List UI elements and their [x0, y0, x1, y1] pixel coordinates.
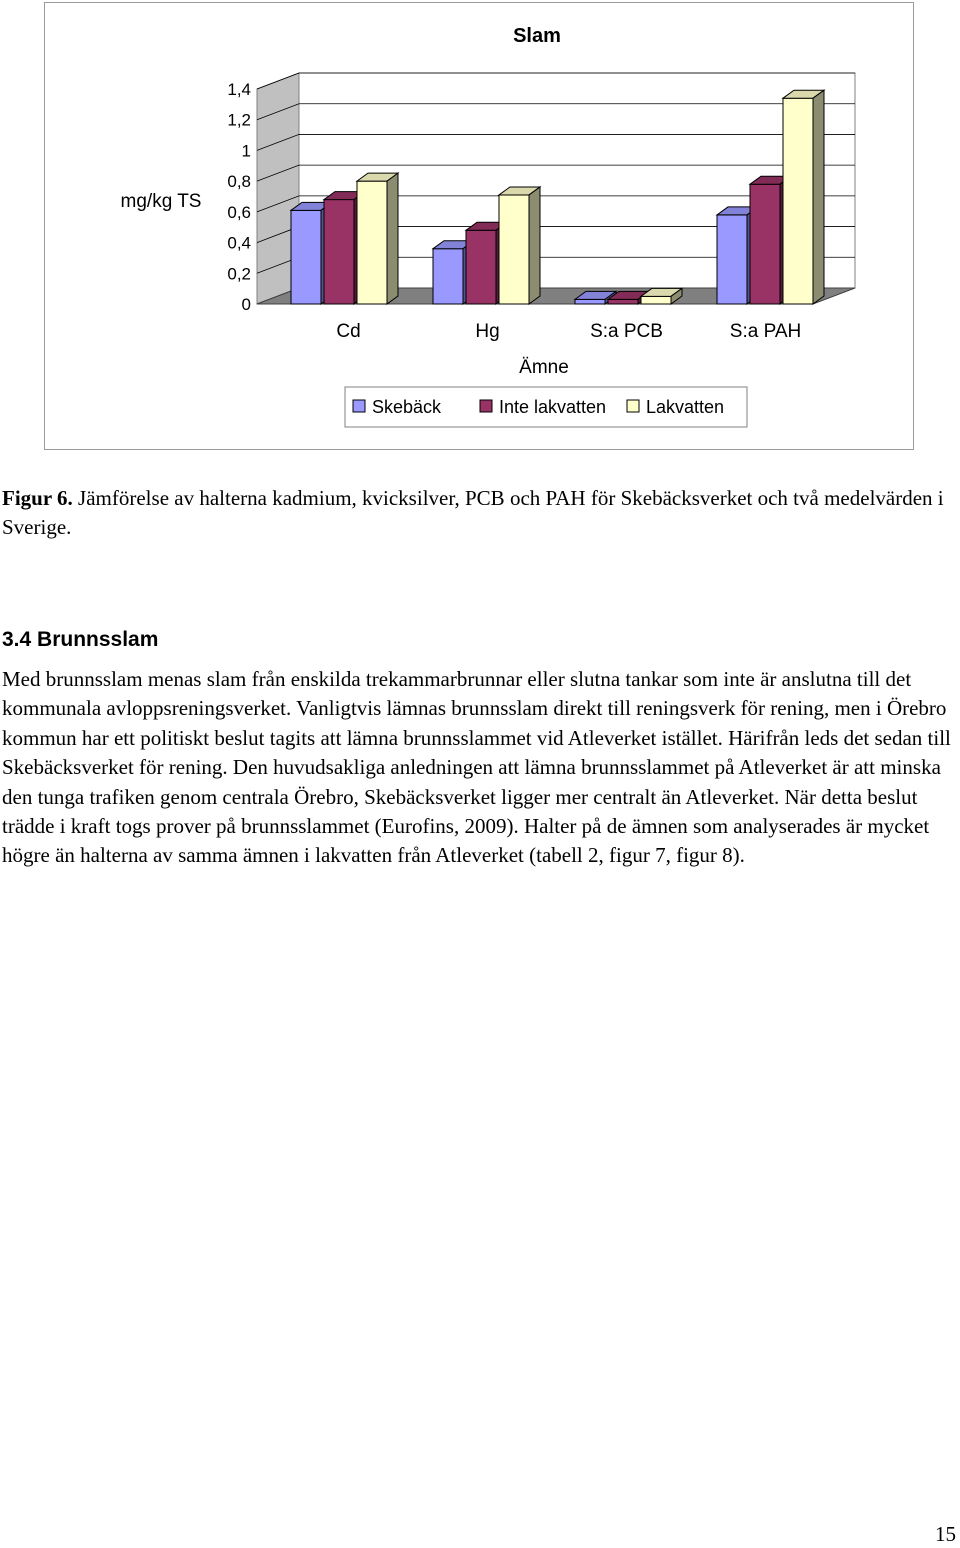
section-paragraph: Med brunnsslam menas slam från enskilda trekammarbrunnar eller slutna tankar som inte är anslutna till det kommunala avloppsreningsverket. Vanligtvis lämnas brunnsslam direkt till reningsverk för rening, men i Örebro kommun har ett politiskt beslut tagits att lämna brunnsslammet vid Atleverket istället. Härifrån leds det sedan till Skebäcksverket för rening. Den huvudsakliga anledningen att lämna brunnsslammet på Atleverket är att minska den tunga trafiken genom centrala Örebro, Skebäcksverket ligger mer centralt än Atleverket. När detta beslut trädde i kraft togs prover på brunnsslammet (Eurofins, 2009). Halter på de ämnen som analyserades är mycket högre än halterna av samma ämnen i lakvatten från Atleverket (tabell 2, figur 7, figur 8). — [2, 667, 951, 868]
caption-text: Jämförelse av halterna kadmium, kvicksilver, PCB och PAH för Skebäcksverket och två medelvärden i Sverige. — [2, 486, 944, 539]
legend — [345, 387, 747, 427]
page-number: 15 — [935, 1522, 956, 1546]
bar-front — [750, 184, 780, 304]
x-tick-label: Cd — [336, 321, 361, 342]
y-axis-label: mg/kg TS — [120, 191, 202, 212]
x-tick-label: S:a PAH — [729, 321, 802, 342]
figure-caption — [2, 484, 958, 542]
x-tick-label: Hg — [475, 321, 500, 342]
bar-front — [499, 195, 529, 304]
bar-side — [529, 187, 540, 304]
x-tick-label: S:a PCB — [590, 321, 663, 342]
bar-side — [813, 90, 824, 304]
bar-front — [433, 249, 463, 304]
bar-front — [291, 210, 321, 304]
legend-label: Inte lakvatten — [499, 397, 607, 417]
legend-swatch — [627, 400, 639, 412]
legend-label: Lakvatten — [646, 397, 725, 417]
legend-label: Skebäck — [372, 397, 442, 417]
y-tick-label: 1,2 — [227, 110, 251, 130]
y-tick-label: 1,4 — [227, 80, 251, 99]
bar-front — [466, 230, 496, 304]
y-tick-label: 0,2 — [227, 264, 251, 284]
bar-front — [324, 200, 354, 304]
chart-frame — [44, 2, 914, 450]
bar-front — [575, 299, 605, 304]
y-tick-label: 0 — [241, 295, 251, 314]
y-tick-label: 0,8 — [227, 172, 251, 192]
legend-swatch — [353, 400, 365, 412]
y-tick-label: 0,4 — [227, 233, 251, 253]
bar-side — [387, 173, 398, 304]
section-heading: 3.4 Brunnsslam — [2, 628, 159, 651]
caption-label: Figur 6. — [2, 486, 73, 510]
bar-front — [608, 299, 638, 304]
bar-front — [641, 296, 671, 304]
bar-front — [717, 215, 747, 304]
bar-front — [783, 98, 813, 304]
y-tick-label: 1 — [241, 141, 251, 161]
bar-chart — [45, 3, 915, 451]
chart-title: Slam — [513, 25, 561, 47]
legend-swatch — [480, 400, 492, 412]
y-tick-label: 0,6 — [227, 202, 251, 222]
bar-front — [357, 181, 387, 304]
x-axis-label: Ämne — [519, 357, 569, 378]
